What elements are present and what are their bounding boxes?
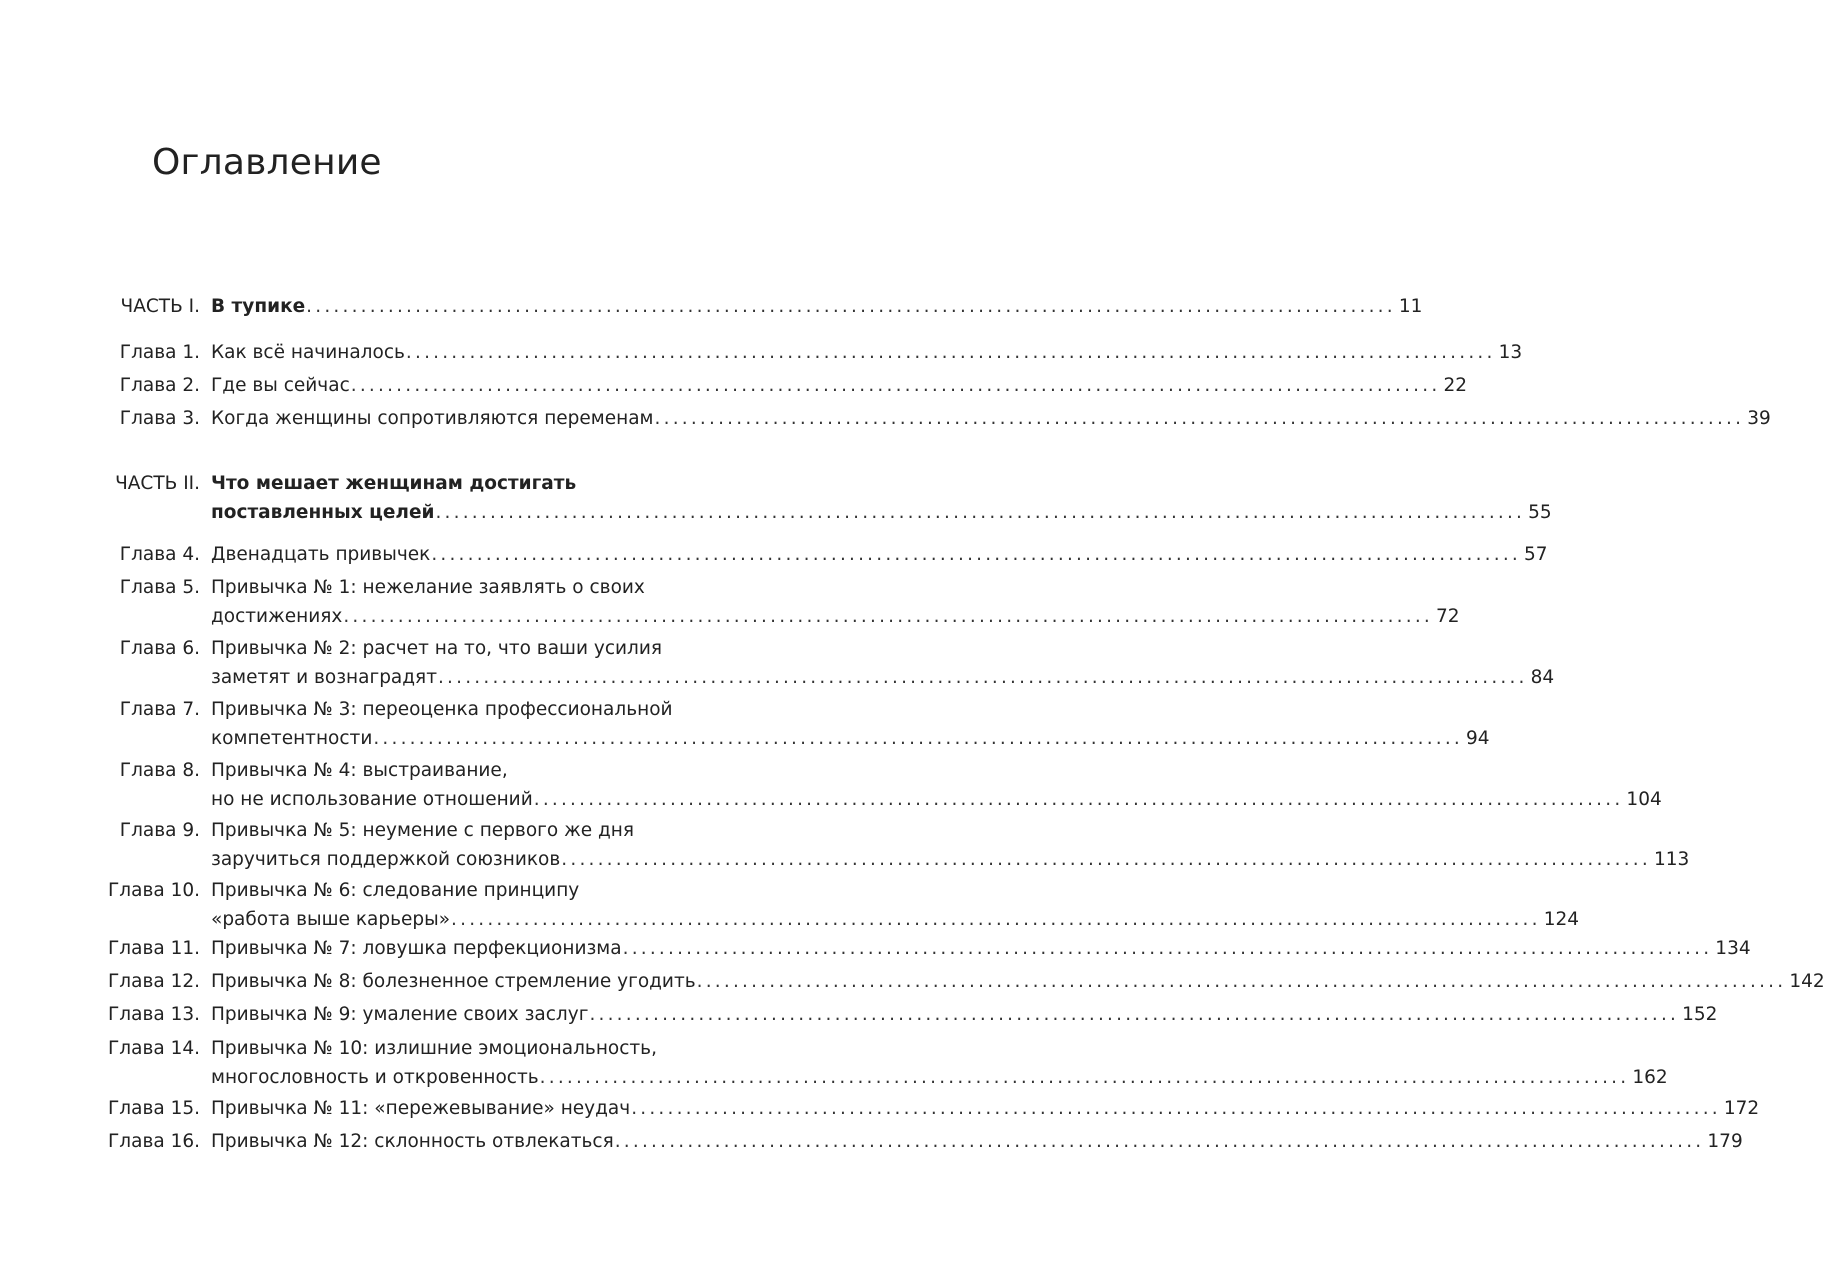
page-number: 134 bbox=[1715, 938, 1751, 959]
page-number: 13 bbox=[1498, 342, 1523, 363]
chapter-label: Глава 12. bbox=[108, 971, 200, 992]
entry-title-text: Привычка № 8: болезненное стремление угодить bbox=[211, 971, 696, 992]
entry-title-line bbox=[211, 909, 1580, 930]
entry-title-line bbox=[211, 578, 746, 598]
entry-title-text: Привычка № 3: переоценка профессиональной bbox=[211, 699, 673, 720]
entry-title-line bbox=[211, 342, 1523, 363]
entry-title-text: Что мешает женщинам достигать bbox=[211, 473, 577, 494]
entry-title-text: заручиться поддержкой союзников bbox=[211, 849, 561, 870]
dot-leader: ........................................................................................................................ bbox=[539, 1067, 1630, 1088]
page-number: 94 bbox=[1466, 728, 1490, 749]
page-number: 172 bbox=[1723, 1098, 1760, 1119]
chapter-label: Глава 3. bbox=[119, 408, 200, 429]
dot-leader: ........................................................................................................................ bbox=[405, 342, 1496, 363]
entry-title-line bbox=[211, 1067, 1668, 1088]
dot-leader: ........................................................................................................................ bbox=[350, 375, 1441, 396]
entry-title-line bbox=[211, 474, 746, 494]
entry-title-text: Привычка № 11: «пережевывание» неудач bbox=[211, 1098, 631, 1119]
dot-leader: ........................................................................................................................ bbox=[373, 728, 1464, 749]
entry-title-line bbox=[211, 821, 746, 841]
entry-title-text: Привычка № 6: следование принципу bbox=[211, 880, 580, 901]
entry-title-line bbox=[211, 667, 1555, 688]
entry-title-line bbox=[211, 881, 746, 901]
entry-title-line bbox=[211, 849, 1690, 870]
page-number: 39 bbox=[1747, 408, 1771, 429]
entry-title-text: Привычка № 1: нежелание заявлять о своих bbox=[211, 577, 645, 598]
dot-leader: ........................................................................................................................ bbox=[589, 1004, 1680, 1025]
part-label: ЧАСТЬ I. bbox=[120, 296, 200, 317]
chapter-label: Глава 2. bbox=[119, 375, 200, 396]
entry-title-text: компетентности bbox=[211, 728, 373, 749]
entry-title-text: многословность и откровенность bbox=[211, 1067, 539, 1088]
entry-title-line bbox=[211, 639, 746, 659]
part-label: ЧАСТЬ II. bbox=[115, 473, 200, 494]
page-number: 22 bbox=[1443, 375, 1467, 396]
entry-title-text: Двенадцать привычек bbox=[211, 544, 431, 565]
chapter-label: Глава 11. bbox=[108, 938, 200, 959]
entry-title-line bbox=[211, 502, 1552, 523]
page-number: 11 bbox=[1398, 296, 1423, 317]
entry-title-text: Привычка № 10: излишние эмоциональность, bbox=[211, 1038, 657, 1059]
page-title: Оглавление bbox=[152, 142, 382, 183]
chapter-label: Глава 7. bbox=[119, 699, 200, 720]
chapter-label: Глава 14. bbox=[108, 1038, 200, 1059]
dot-leader: ........................................................................................................................ bbox=[614, 1131, 1705, 1152]
page-number: 152 bbox=[1682, 1004, 1718, 1025]
entry-title-text: Как всё начиналось bbox=[211, 342, 405, 363]
entry-title-line bbox=[211, 1004, 1718, 1025]
entry-title-text: заметят и вознаградят bbox=[211, 667, 437, 688]
page-number: 124 bbox=[1543, 909, 1580, 930]
entry-title-text: В тупике bbox=[211, 296, 306, 317]
dot-leader: ........................................................................................................................ bbox=[696, 971, 1787, 992]
dot-leader: ........................................................................................................................ bbox=[435, 502, 1526, 523]
entry-title-text: но не использование отношений bbox=[211, 789, 533, 810]
dot-leader: ........................................................................................................................ bbox=[533, 789, 1624, 810]
dot-leader: ........................................................................................................................ bbox=[654, 408, 1745, 429]
chapter-label: Глава 6. bbox=[119, 638, 200, 659]
chapter-label: Глава 9. bbox=[119, 820, 200, 841]
entry-title-line bbox=[211, 1131, 1743, 1152]
dot-leader: ........................................................................................................................ bbox=[437, 667, 1528, 688]
entry-title-line bbox=[211, 544, 1548, 565]
page-number: 162 bbox=[1632, 1067, 1668, 1088]
entry-title-line bbox=[211, 1039, 746, 1059]
page-number: 72 bbox=[1436, 606, 1460, 627]
dot-leader: ........................................................................................................................ bbox=[451, 909, 1541, 930]
page-number: 179 bbox=[1707, 1131, 1743, 1152]
entry-title-line bbox=[211, 606, 1460, 627]
chapter-label: Глава 5. bbox=[119, 577, 200, 598]
chapter-label: Глава 8. bbox=[119, 760, 200, 781]
entry-title-line bbox=[211, 700, 746, 720]
entry-title-text: Привычка № 4: выстраивание, bbox=[211, 760, 508, 781]
entry-title-line bbox=[211, 789, 1662, 810]
entry-title-text: Где вы сейчас bbox=[211, 375, 350, 396]
page-number: 142 bbox=[1789, 971, 1825, 992]
entry-title-line bbox=[211, 375, 1467, 396]
entry-title-line bbox=[211, 971, 1825, 992]
page-number: 57 bbox=[1524, 544, 1548, 565]
dot-leader: ........................................................................................................................ bbox=[343, 606, 1434, 627]
dot-leader: ........................................................................................................................ bbox=[431, 544, 1521, 565]
entry-title-text: Привычка № 7: ловушка перфекционизма bbox=[211, 938, 622, 959]
page-number: 113 bbox=[1653, 849, 1690, 870]
entry-title-text: Привычка № 2: расчет на то, что ваши усилия bbox=[211, 638, 663, 659]
entry-title-line bbox=[211, 296, 1423, 317]
dot-leader: ........................................................................................................................ bbox=[622, 938, 1713, 959]
chapter-label: Глава 4. bbox=[119, 544, 200, 565]
chapter-label: Глава 16. bbox=[108, 1131, 200, 1152]
entry-title-line bbox=[211, 408, 1771, 429]
chapter-label: Глава 1. bbox=[119, 342, 200, 363]
entry-title-text: достижениях bbox=[211, 606, 343, 627]
entry-title-line bbox=[211, 938, 1751, 959]
page-number: 104 bbox=[1626, 789, 1662, 810]
entry-title-line bbox=[211, 761, 746, 781]
entry-title-text: Привычка № 12: склонность отвлекаться bbox=[211, 1131, 614, 1152]
page-number: 84 bbox=[1530, 667, 1555, 688]
entry-title-text: Привычка № 9: умаление своих заслуг bbox=[211, 1004, 589, 1025]
chapter-label: Глава 10. bbox=[108, 880, 200, 901]
dot-leader: ........................................................................................................................ bbox=[306, 296, 1396, 317]
entry-title-line bbox=[211, 1098, 1760, 1119]
entry-title-text: «работа выше карьеры» bbox=[211, 909, 451, 930]
chapter-label: Глава 15. bbox=[108, 1098, 200, 1119]
entry-title-text: поставленных целей bbox=[211, 502, 435, 523]
dot-leader: ........................................................................................................................ bbox=[561, 849, 1651, 870]
entry-title-text: Когда женщины сопротивляются переменам bbox=[211, 408, 654, 429]
chapter-label: Глава 13. bbox=[108, 1004, 200, 1025]
dot-leader: ........................................................................................................................ bbox=[631, 1098, 1721, 1119]
entry-title-text: Привычка № 5: неумение с первого же дня bbox=[211, 820, 635, 841]
entry-title-line bbox=[211, 728, 1490, 749]
page-number: 55 bbox=[1528, 502, 1552, 523]
